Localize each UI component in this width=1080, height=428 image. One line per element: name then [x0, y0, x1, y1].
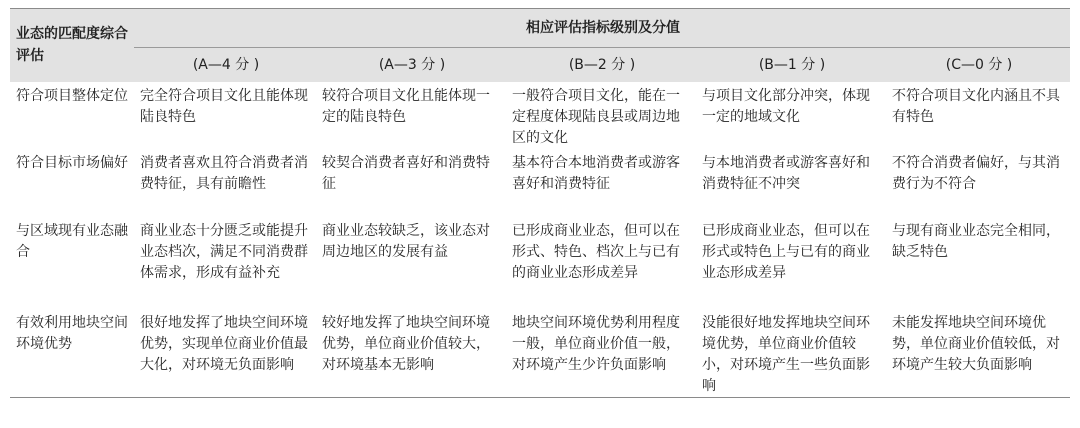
table-cell: 不符合项目文化内涵且不具有特色: [892, 88, 1060, 125]
table-cell: 与项目文化部分冲突，体现一定的地域文化: [702, 88, 870, 125]
table-row: [10, 82, 1070, 149]
table-cell: 较好地发挥了地块空间环境优势，单位商业价值较大，对环境基本无影响: [322, 315, 490, 373]
table-cell: 没能很好地发挥地块空间环境优势，单位商业价值较小，对环境产生一些负面影响: [702, 315, 870, 394]
table-cell: 与本地消费者或游客喜好和消费特征不冲突: [702, 155, 870, 192]
column-header-b2: (B—2 分 ): [506, 48, 696, 83]
table-cell: 较符合项目文化且能体现一定的陆良特色: [322, 88, 490, 125]
table-cell: 基本符合本地消费者或游客喜好和消费特征: [512, 155, 680, 192]
table-header: [10, 9, 1070, 83]
table-cell: 商业业态较缺乏，该业态对周边地区的发展有益: [322, 223, 490, 260]
row-label: 有效利用地块空间环境优势: [16, 315, 128, 352]
table-cell: 已形成商业业态，但可以在形式或特色上与已有的商业业态形成差异: [702, 223, 870, 281]
column-header-a4: (A—4 分 ): [134, 48, 316, 83]
table-cell: 一般符合项目文化，能在一定程度体现陆良县或周边地区的文化: [512, 88, 680, 146]
table-cell: 不符合消费者偏好，与其消费行为不符合: [892, 155, 1060, 192]
table-cell: 已形成商业业态，但可以在形式、特色、档次上与已有的商业业态形成差异: [512, 223, 680, 281]
row-label: 与区域现有业态融合: [16, 223, 128, 260]
row-label: 符合项目整体定位: [16, 88, 128, 104]
table-cell: 地块空间环境优势利用程度一般，单位商业价值一般，对环境产生少许负面影响: [512, 315, 680, 373]
row-label: 符合目标市场偏好: [16, 155, 128, 171]
table-cell: 消费者喜欢且符合消费者消费特征，具有前瞻性: [140, 155, 308, 192]
table-row: [10, 149, 1070, 217]
table-cell: 很好地发挥了地块空间环境优势，实现单位商业价值最大化，对环境无负面影响: [140, 315, 308, 373]
table-body: [10, 82, 1070, 398]
table-cell: 商业业态十分匮乏或能提升业态档次，满足不同消费群体需求，形成有益补充: [140, 223, 308, 281]
corner-header: 业态的匹配度综合评估: [10, 9, 134, 83]
table-row: [10, 309, 1070, 398]
group-header: 相应评估指标级别及分值: [134, 9, 1070, 48]
table-cell: 较契合消费者喜好和消费特征: [322, 155, 490, 192]
column-header-a3: (A—3 分 ): [316, 48, 506, 83]
column-header-c0: (C—0 分 ): [886, 48, 1070, 83]
evaluation-table: [10, 8, 1070, 398]
table-cell: 未能发挥地块空间环境优势，单位商业价值较低，对环境产生较大负面影响: [892, 315, 1060, 373]
column-header-b1: (B—1 分 ): [696, 48, 886, 83]
table-cell: 完全符合项目文化且能体现陆良特色: [140, 88, 308, 125]
table-cell: 与现有商业业态完全相同，缺乏特色: [892, 223, 1060, 260]
table-row: [10, 217, 1070, 309]
